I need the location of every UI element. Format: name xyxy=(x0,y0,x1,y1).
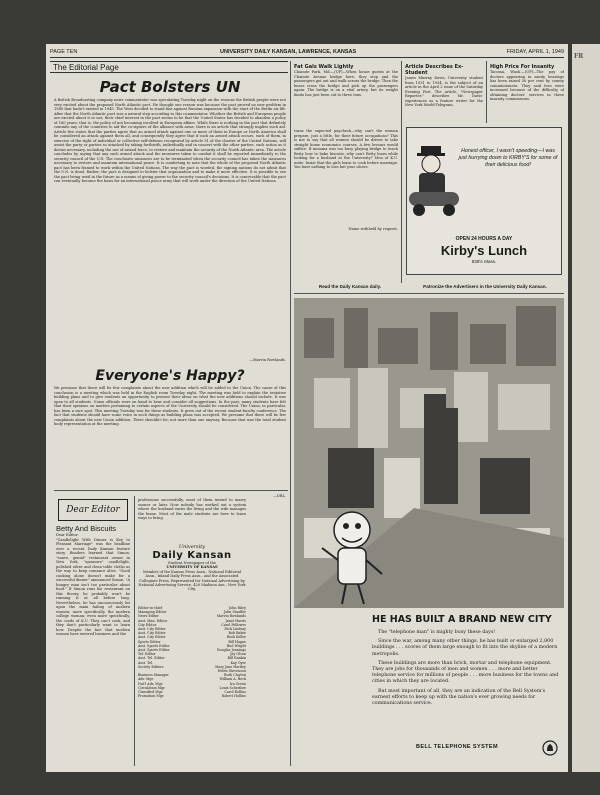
staff-box xyxy=(138,606,246,698)
letter-salutation: Dear Editor: xyxy=(56,533,79,537)
staff-name: John Stauffer xyxy=(223,610,246,615)
issue-date: FRIDAY, APRIL 1, 1949 xyxy=(506,49,564,55)
staff-name: Carol Rollins xyxy=(224,690,246,695)
bell-logo-icon xyxy=(542,740,558,756)
patronize-line: Patronize the Advertisers in the University Daily Kansan. xyxy=(423,284,547,289)
staff-role: Society Editors xyxy=(138,664,164,669)
staff-role: Sports Editor xyxy=(138,639,161,644)
staff-role: Circulation Mgr. xyxy=(138,685,166,690)
staff-name: Mary Jane Hartley xyxy=(215,664,246,669)
staff-name: William A. Beck xyxy=(219,677,246,682)
staff-role: Business Manager xyxy=(138,673,169,678)
folio-line xyxy=(50,48,564,58)
column-rule xyxy=(486,61,487,123)
insanity-body: Tacoma, Wash.—(UP)—The pay of doctors appearing in sanity hearings has been raised 50 per cent by county commissioners. They said fees were increased because of the difficulty of obtaining doctors' services in these insanity commissions. xyxy=(490,70,564,101)
staff-role: Asst. Tel. xyxy=(138,660,154,665)
pact-editorial xyxy=(54,78,286,363)
letter-continued: professions successfully, most of them intend to marry sooner or later. Now nobody has worked out a system where the husband earns the living and the wife manages the home. Most of the male students are here to learn ways to bring xyxy=(138,498,246,520)
dear-editor-letter xyxy=(56,524,130,772)
staff-role: Asst. Sports Editor xyxy=(138,643,170,648)
divider-rule xyxy=(294,293,564,294)
kirbys-hours: OPEN 24 HOURS A DAY xyxy=(455,236,513,242)
staff-role: Managing Editor xyxy=(138,610,167,615)
staff-name: Bill Hague xyxy=(228,639,246,644)
column-rule xyxy=(134,496,135,766)
letter-body: "Candlelight With Dinner is Key to Pleasant Marriage" was the headline over a recent Daily Kansan feature story. Readers learned that Simon, "suave, genial" restaurant owner in New York, "sponsors" candlelight, polished silver and clean table cloths as the way to keep romance alive. "Good cooking alone doesn't make for a successful dinner" announced Simon. "A hungry man isn't too particular about food." If Simon runs his restaurant on this theory, he probably won't be running it at all before long. Nevertheless, he has unconsciously hit upon the main failing of modern women; more specifically, the modern college woman; even more specifically, the coeds of K.U. They can't cook, and they don't particularly want to learn how. Despite the fact that modern women have entered business and the xyxy=(56,537,130,636)
city-skyline-illustration xyxy=(294,298,564,608)
happy-headline: Everyone's Happy? xyxy=(95,368,245,384)
pact-signature: —Marvin Rowlands. xyxy=(249,358,286,362)
column-rule xyxy=(401,61,402,283)
staff-role: Editor-in-chief xyxy=(138,606,163,610)
staff-name: Louis Scheriber xyxy=(219,685,246,690)
coeds-letter-body: turns the expected paycheck—why can't the women prepare, just a little, for their future occupations? This is not to say that all women should be driven to take straight home economics courses. A few lessons would suffice. If momma was too busy playing bridge to teach Betty how to bake biscuits, why can't Betty learn while looking for a husband at the University? Men of K.U. unite. Insist that the girls learn to cook before marriage. You have nothing to lose but your ulcers. xyxy=(294,129,398,169)
staff-name: Bob Baker xyxy=(228,631,246,636)
staff-role: Asst. Sports Editor xyxy=(138,648,170,653)
bell-signature: BELL TELEPHONE SYSTEM xyxy=(416,744,498,750)
staff-name: John Riley xyxy=(228,606,246,610)
bell-paragraph: The "telephone man" is mighty busy these days! xyxy=(378,630,496,635)
city-aerial-photo xyxy=(294,298,564,608)
staff-name: Jay Olson xyxy=(230,652,246,657)
pact-headline: Pact Bolsters UN xyxy=(99,78,241,96)
staff-name: Marvin Rowlands xyxy=(216,614,246,619)
bell-ad-body xyxy=(372,630,562,710)
masthead-line: Student Newspaper of the xyxy=(168,561,216,565)
staff-role: Asst. City Editor xyxy=(138,635,166,640)
staff-name: Dick Lindsay xyxy=(224,627,246,632)
read-kansan-line: Read the Daily Kansan daily. xyxy=(318,284,382,289)
bell-paragraph: These buildings are more than brick, mortar and telephone equipment. They are jobs for thousands of men and women . . . more and better telephone service for millions of people . . . more business for the towns and cities in which they are located. xyxy=(372,660,559,685)
happy-editorial xyxy=(54,368,286,499)
page-number: PAGE TEN xyxy=(50,49,78,55)
staff-role: Adv. Mgr. xyxy=(138,677,154,682)
divider-rule xyxy=(54,490,288,491)
paper-name: UNIVERSITY DAILY KANSAN, LAWRENCE, KANSAS xyxy=(220,49,357,55)
letter-subhead: Betty And Biscuits xyxy=(56,524,117,533)
newspaper-page xyxy=(46,44,568,772)
masthead xyxy=(138,544,246,592)
masthead-university: University xyxy=(178,544,206,550)
staff-name: Ruth Keller xyxy=(226,635,246,640)
staff-role: Tel. Editor xyxy=(138,652,156,657)
policeman-icon xyxy=(409,140,461,218)
happy-signature: —DRL. xyxy=(273,494,286,498)
masthead-line: Member of the Kansas Press Assn., National Editorial Assn., Inland Daily Press Assn., and the Associated Collegiate Press. Represented for National Advertising by National Advertising Service, 420 Madison Ave., New York City. xyxy=(138,569,246,592)
adjacent-page-edge xyxy=(572,44,600,772)
staff-name: Bud Wright xyxy=(226,643,246,648)
staff-name: Bill Rankin xyxy=(227,656,246,661)
fat-gals-body: Chanute Park, Md.—(UP)—When house guests at the Chanute Avenue bridge here, they stop and the passengers get out and walk across the bridge. Then the buses cross the bridge and pick up the passengers again. The bridge is on a vital artery, but its weight limits has just been cut to three tons. xyxy=(294,70,398,97)
bell-paragraph: But most important of all, they are an indication of the Bell System's earnest efforts to keep up with the nation's ever growing needs for communications service. xyxy=(372,688,546,707)
staff-name: Janet Harris xyxy=(225,618,246,623)
bell-paragraph: Since the war, among many other things, he has built or enlarged 2,800 buildings . . . scores of them large enough to fit into the skyline of a modern metropolis. xyxy=(372,639,558,657)
kirbys-quote: Honest officer, I wasn't speeding—I was just hurrying down to KIRBY'S for some of their delicious food! xyxy=(458,148,558,168)
bell-headline: HE HAS BUILT A BRAND NEW CITY xyxy=(372,614,552,625)
masthead-title: Daily Kansan xyxy=(152,550,232,561)
staff-name: Carol Fellowes xyxy=(221,622,246,627)
ex-student-body: James Murray Davis, University student from 1931 to 1934, is the subject of an article in the April 2 issue of the Saturday Evening Post. The article, "Newspaper Reporter," describes Mr. Davis' experiences as a feature writer for the New York World-Telegram. xyxy=(405,76,483,107)
kirbys-address: 838½ Mass. xyxy=(471,259,497,264)
dear-editor-box: Dear Editor xyxy=(58,499,128,521)
staff-role: City Editor xyxy=(138,622,157,627)
coeds-signature: Name withheld by request. xyxy=(348,227,398,231)
ex-student-headline: Article Describes Ex-Student xyxy=(405,64,464,76)
staff-role: Asst. Man. Editor xyxy=(138,618,168,623)
fat-gals-headline: Fat Gals Walk Lightly xyxy=(294,64,354,70)
staff-name: Douglas Jennings xyxy=(216,648,246,653)
edge-fragment: FR xyxy=(574,53,584,60)
staff-name: Robert Hollins xyxy=(221,694,246,699)
staff-name: Kay Oyer xyxy=(230,660,246,665)
staff-role: Asst. City Editor xyxy=(138,627,166,632)
staff-role: Promotion Mgr. xyxy=(138,694,165,699)
staff-role: Asst. Tel. Editor xyxy=(138,656,165,661)
ex-student-column xyxy=(405,64,483,128)
staff-role: Asst. City Editor xyxy=(138,631,166,636)
pact-body: A British Broadcasting company news commentator was speculating Tuesday night on the reasons the British people were not very excited about the proposed North Atlantic pact. He thought one reason was because the pact proved no new problem in 1940 that hadn't existed in 1945. The West decided to stand fast against Russian expansion with the start of the Berlin air lift. After that the North Atlantic pact was a natural step according to this commentator. Whether the British and European people are excited about it or not, their chief interest in the pact seems to be that the United States has decided to abandon a policy of 160 years; that is, the policy of not becoming involved in European affairs. While there is nothing in the pact that definitely commits any of the countries to aid the co-signers of the alliance with arms, there is an article that strongly implies such aid. Article five states that the parties agree that an armed attack against one or more of them in Europe or North America shall be considered an attack against them all, and consequently they agree that if such an armed attack occurs, each of them, in exercise of the right of individual or collective self-defense recognized by article 51 of the charter of the United Nations, will assist the party or parties so attacked by taking forthwith, individually and in concert with the other parties, such action as it deems necessary, including the use of armed force, to restore and maintain the security of the North Atlantic area. The article concludes by saying that any such armed attack and the measures taken to combat it shall be reported immediately to the security council of the U.N. The conclusive measures are to be terminated when the security council has taken the measures necessary to restore and maintain international peace. It is comforting to note that the whole of the proposed North Atlantic pact has been framed to work within the United Nations. The way the pact is worded, the signing nations do not admit that the U.N. is dead. Rather, the pact is designed to bolster that organization and to make it more effective. It is possible to see the pact being used in the future as a means of giving power to the security council's decisions. It is conceivable that the pact can eventually become the basis for an international peace army that will work under the direction of the United Nations. xyxy=(54,98,286,183)
insanity-column xyxy=(490,64,564,122)
kirbys-name: Kirby's Lunch xyxy=(440,243,528,258)
staff-name: Ira Green xyxy=(229,681,246,686)
page-gutter-rule xyxy=(290,61,291,766)
editorial-page-band: The Editorial Page xyxy=(50,61,288,73)
staff-name: Helen Stevenson xyxy=(217,669,246,674)
staff-row xyxy=(138,694,246,698)
insanity-headline: High Price For Insanity xyxy=(490,64,555,70)
happy-body: We presume that there will be few complaints about the new addition which will be added to the Union. The cause of this conclusion is a meeting which was held in the English room Tuesday night. The meeting was held to explain the tentative building plans and to give students an opportunity to present their ideas on what the new additions should include. It was open to all students. Union officials were on hand to hear and consider all suggestions. In the past, many students have felt that their opinions on matters pertaining to certain aspects of the University should be considered. The Union, in particular, has been a sore spot. This meeting Tuesday was for these students. It grew out of the recent student-faculty conference. The fact that students should have some voice in such things as building plans was accepted. We presume that there will be few complaints about the new Union addition. There shouldn't be; not more than one anyway. Because that was the total student body representation at the meeting. xyxy=(54,386,286,426)
staff-role: Classified Mgr. xyxy=(138,690,164,695)
staff-role: Nat'l Adv. Mgr. xyxy=(138,681,163,686)
fat-gals-column xyxy=(294,64,398,232)
staff-role: News Editor xyxy=(138,614,159,619)
masthead-line: UNIVERSITY OF KANSAS xyxy=(166,565,218,570)
staff-name: Ruth Clayton xyxy=(224,673,246,678)
kirbys-lunch-ad xyxy=(406,127,562,275)
